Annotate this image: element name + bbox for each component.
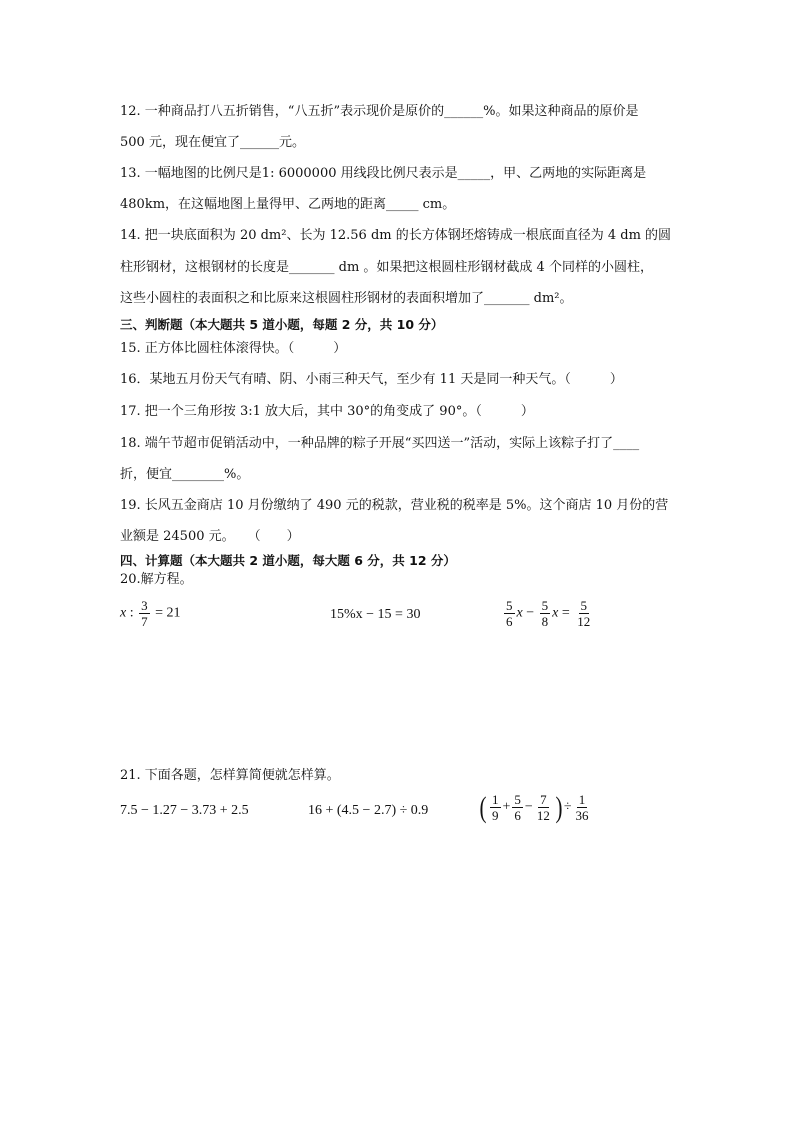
question-14-line-2: 柱形钢材，这根钢材的长度是_______ dm 。如果把这根圆柱形钢材截成 4 个同样的小圆柱， [120, 260, 653, 275]
question-18-line-1: 18. 端午节超市促销活动中，一种品牌的粽子开展“买四送一”活动，实际上该粽子打了____ [120, 436, 640, 451]
expression-3: ( $\frac{1}{9}$ + $\frac{5}{6}$ − $\frac{7}{12}$ ) ÷ $\frac{1}{36}$ [479, 790, 589, 824]
question-15: 15. 正方体比圆柱体滚得快。（ ） [120, 341, 347, 356]
section-4-title: 四、计算题（本大题共 2 道小题，每大题 6 分，共 12 分） [120, 553, 456, 568]
question-12-line-1: 12. 一种商品打八五折销售，“八五折”表示现价是原价的______%。如果这种商品的原价是 [120, 104, 639, 119]
question-12-line-2: 500 元，现在便宜了______元。 [120, 135, 305, 150]
question-18-line-2: 折，便宜________%。 [120, 467, 250, 482]
question-14-line-1: 14. 把一块底面积为 20 dm²、长为 12.56 dm 的长方体钢坯熔铸成一根底面直径为 4 dm 的圆 [120, 228, 672, 243]
question-20-title: 20.解方程。 [120, 572, 193, 587]
equation-3: $\frac{5}{6}$ x − $\frac{5}{8}$ x = $\frac{5}{12}$ [506, 598, 591, 629]
question-19-line-2: 业额是 24500 元。 （ ） [120, 529, 300, 544]
expression-1: 7.5 − 1.27 − 3.73 + 2.5 [120, 803, 249, 818]
equation-1: x : $\frac{3}{7}$ = 21 [120, 598, 181, 629]
question-19-line-1: 19. 长风五金商店 10 月份缴纳了 490 元的税款，营业税的税率是 5%。这个商店 10 月份的营 [120, 498, 669, 513]
question-21-title: 21. 下面各题，怎样算简便就怎样算。 [120, 768, 340, 783]
question-13-line-1: 13. 一幅地图的比例尺是1: 6000000 用线段比例尺表示是_____，甲、乙两地的实际距离是 [120, 166, 647, 181]
section-3-title: 三、判断题（本大题共 5 道小题，每题 2 分，共 10 分） [120, 317, 444, 332]
question-17: 17. 把一个三角形按 3:1 放大后，其中 30°的角变成了 90°。（ ） [120, 404, 534, 419]
question-14-line-3: 这些小圆柱的表面积之和比原来这根圆柱形钢材的表面积增加了_______ dm²。 [120, 291, 573, 306]
equation-2: 15%x − 15 = 30 [330, 607, 421, 622]
expression-2: 16 + (4.5 − 2.7) ÷ 0.9 [308, 803, 429, 818]
question-16: 16．某地五月份天气有晴、阴、小雨三种天气，至少有 11 天是同一种天气。（ ） [120, 372, 623, 387]
question-13-line-2: 480km，在这幅地图上量得甲、乙两地的距离_____ cm。 [120, 197, 456, 212]
